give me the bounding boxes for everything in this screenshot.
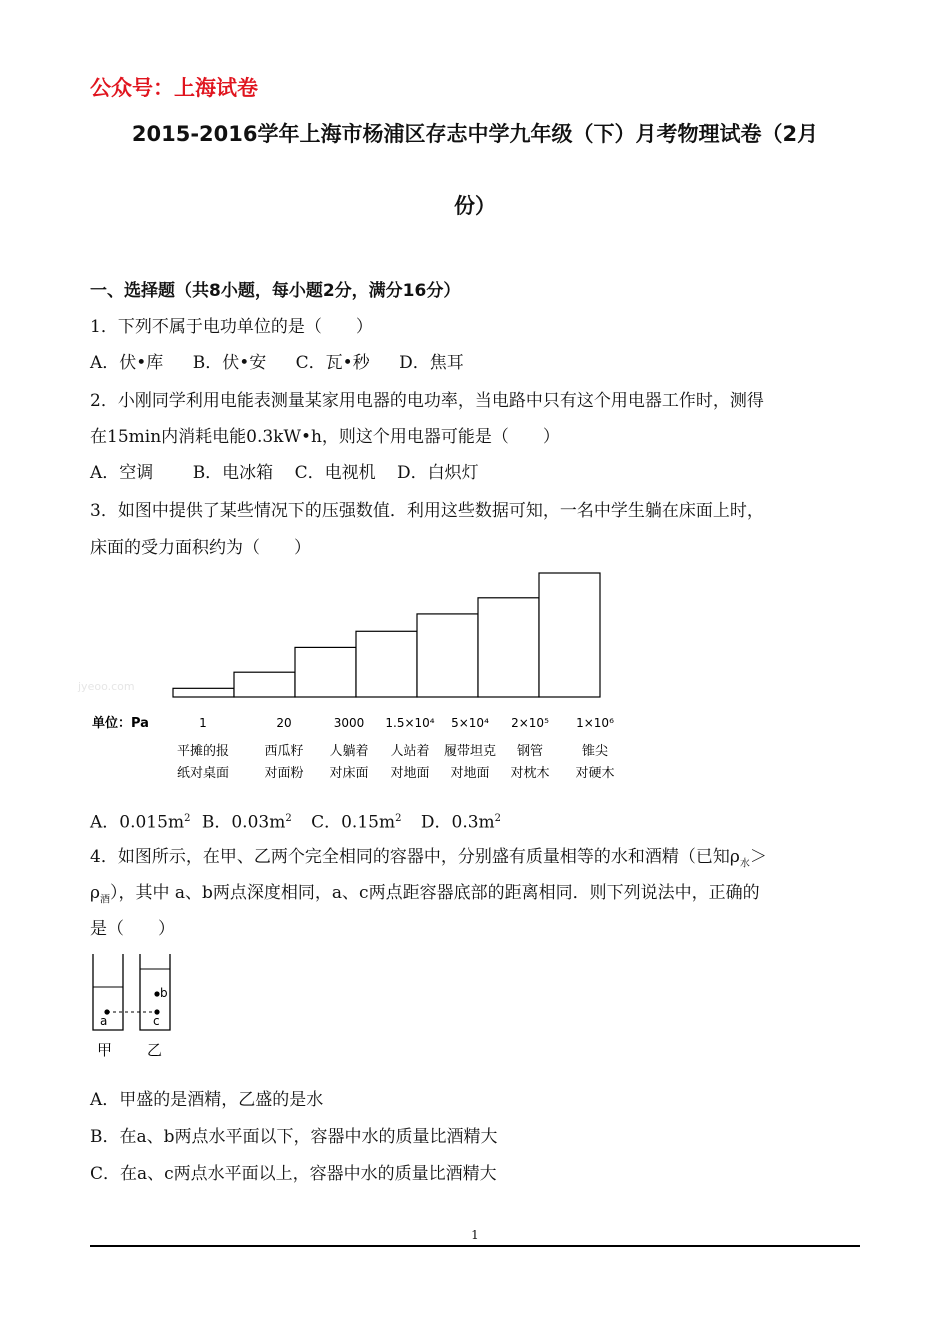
chart-category-labels-line2	[177, 765, 615, 781]
q1-option-a: A．伏•库	[90, 353, 164, 373]
bar-1	[173, 688, 234, 697]
category-label-5-line1: 履带坦克	[443, 744, 497, 759]
label-b: b	[160, 986, 168, 1000]
value-label-5: 5×10⁴	[451, 716, 489, 730]
question-2-stem-line1: 2．小刚同学利用电能表测量某家用电器的电功率，当电路中只有这个用电器工作时，测得	[90, 391, 764, 411]
chart-watermark: jyeoo.com	[78, 680, 135, 693]
question-1-options	[90, 352, 464, 374]
chart-unit-label: 单位：Pa	[92, 716, 149, 731]
containers-figure	[85, 950, 195, 1065]
bar-4	[356, 631, 417, 697]
pressure-bar-chart	[78, 565, 650, 790]
q3-option-d: D．$0.3m^2$	[420, 812, 502, 833]
q2-option-b: B．电冰箱	[192, 463, 274, 483]
chart-category-labels-line1	[177, 743, 608, 759]
value-label-4: 1.5×10⁴	[385, 716, 435, 730]
q4-option-a: A．甲盛的是酒精，乙盛的是水	[90, 1090, 324, 1110]
category-label-6-line2: 对枕木	[510, 766, 550, 781]
page-title-line1: 2015-2016学年上海市杨浦区存志中学九年级（下）月考物理试卷（2月	[131, 122, 819, 146]
category-label-7-line2: 对硬木	[575, 766, 615, 781]
watermark-text: 公众号：上海试卷	[90, 76, 258, 100]
label-jia: 甲	[97, 1041, 113, 1059]
q4-option-c: C．在a、c两点水平面以上，容器中水的质量比酒精大	[90, 1164, 497, 1184]
page-title-line2: 份）	[454, 194, 496, 218]
category-label-3-line2: 对床面	[329, 766, 369, 781]
category-label-1-line2: 纸对桌面	[176, 766, 230, 781]
question-3-options	[90, 808, 501, 834]
bar-7	[539, 573, 600, 697]
bar-6	[478, 598, 539, 697]
bar-3	[295, 647, 356, 697]
chart-value-labels	[199, 716, 614, 730]
page-number: 1	[471, 1228, 479, 1242]
value-label-6: 2×10⁵	[511, 716, 549, 730]
q2-option-d: D．白炽灯	[397, 463, 479, 483]
q2-option-a: A．空调	[90, 463, 154, 483]
q1-option-c: C．瓦•秒	[295, 353, 370, 373]
category-label-3-line1: 人躺着	[329, 744, 369, 759]
question-2-options	[90, 462, 479, 484]
category-label-1-line1: 平摊的报	[176, 744, 230, 759]
label-a: a	[100, 1014, 108, 1028]
question-1-stem: 1．下列不属于电功单位的是（ ）	[90, 317, 373, 337]
question-3-stem-line2: 床面的受力面积约为（ ）	[90, 538, 311, 558]
bar-5	[417, 614, 478, 697]
point-b	[154, 991, 159, 996]
question-4-stem-line1: 4．如图所示，在甲、乙两个完全相同的容器中，分别盛有质量相等的水和酒精（已知$\rho_水>$	[90, 847, 767, 870]
footer-rule	[90, 1245, 860, 1247]
question-4-stem-line3: 是（ ）	[90, 919, 175, 939]
label-c: c	[153, 1014, 160, 1028]
q3-option-c: C．$0.15m^2$	[311, 812, 402, 833]
value-label-2: 20	[276, 716, 292, 730]
container-jia	[93, 954, 123, 1030]
q1-option-d: D．焦耳	[399, 353, 464, 373]
q3-option-a: A．$0.015m^2$	[90, 812, 191, 833]
label-yi: 乙	[147, 1041, 163, 1059]
category-label-7-line1: 锥尖	[581, 744, 609, 759]
category-label-6-line1: 钢管	[516, 744, 544, 759]
question-2-stem-line2: 在15min内消耗电能0.3kW•h，则这个用电器可能是（ ）	[90, 427, 560, 447]
section-heading: 一、选择题（共8小题，每小题2分，满分16分）	[90, 281, 461, 301]
category-label-5-line2: 对地面	[450, 766, 490, 781]
question-4-stem-line2: $\rho_酒$），其中 a、b两点深度相同，a、c两点距容器底部的距离相同．则下列说法中，正确的	[90, 883, 760, 906]
q3-option-b: B．$0.03m^2$	[201, 812, 292, 833]
category-label-4-line2: 对地面	[390, 766, 430, 781]
category-label-2-line2: 对面粉	[264, 766, 304, 781]
category-label-4-line1: 人站着	[390, 744, 430, 759]
question-3-stem-line1: 3．如图中提供了某些情况下的压强数值．利用这些数据可知，一名中学生躺在床面上时，	[90, 501, 764, 521]
chart-bars	[173, 573, 600, 697]
q2-option-c: C．电视机	[294, 463, 376, 483]
value-label-7: 1×10⁶	[576, 716, 614, 730]
value-label-1: 1	[199, 716, 207, 730]
bar-2	[234, 672, 295, 697]
value-label-3: 3000	[333, 716, 365, 730]
q4-option-b: B．在a、b两点水平面以下，容器中水的质量比酒精大	[90, 1127, 498, 1147]
q1-option-b: B．伏•安	[192, 353, 267, 373]
category-label-2-line1: 西瓜籽	[264, 744, 304, 759]
